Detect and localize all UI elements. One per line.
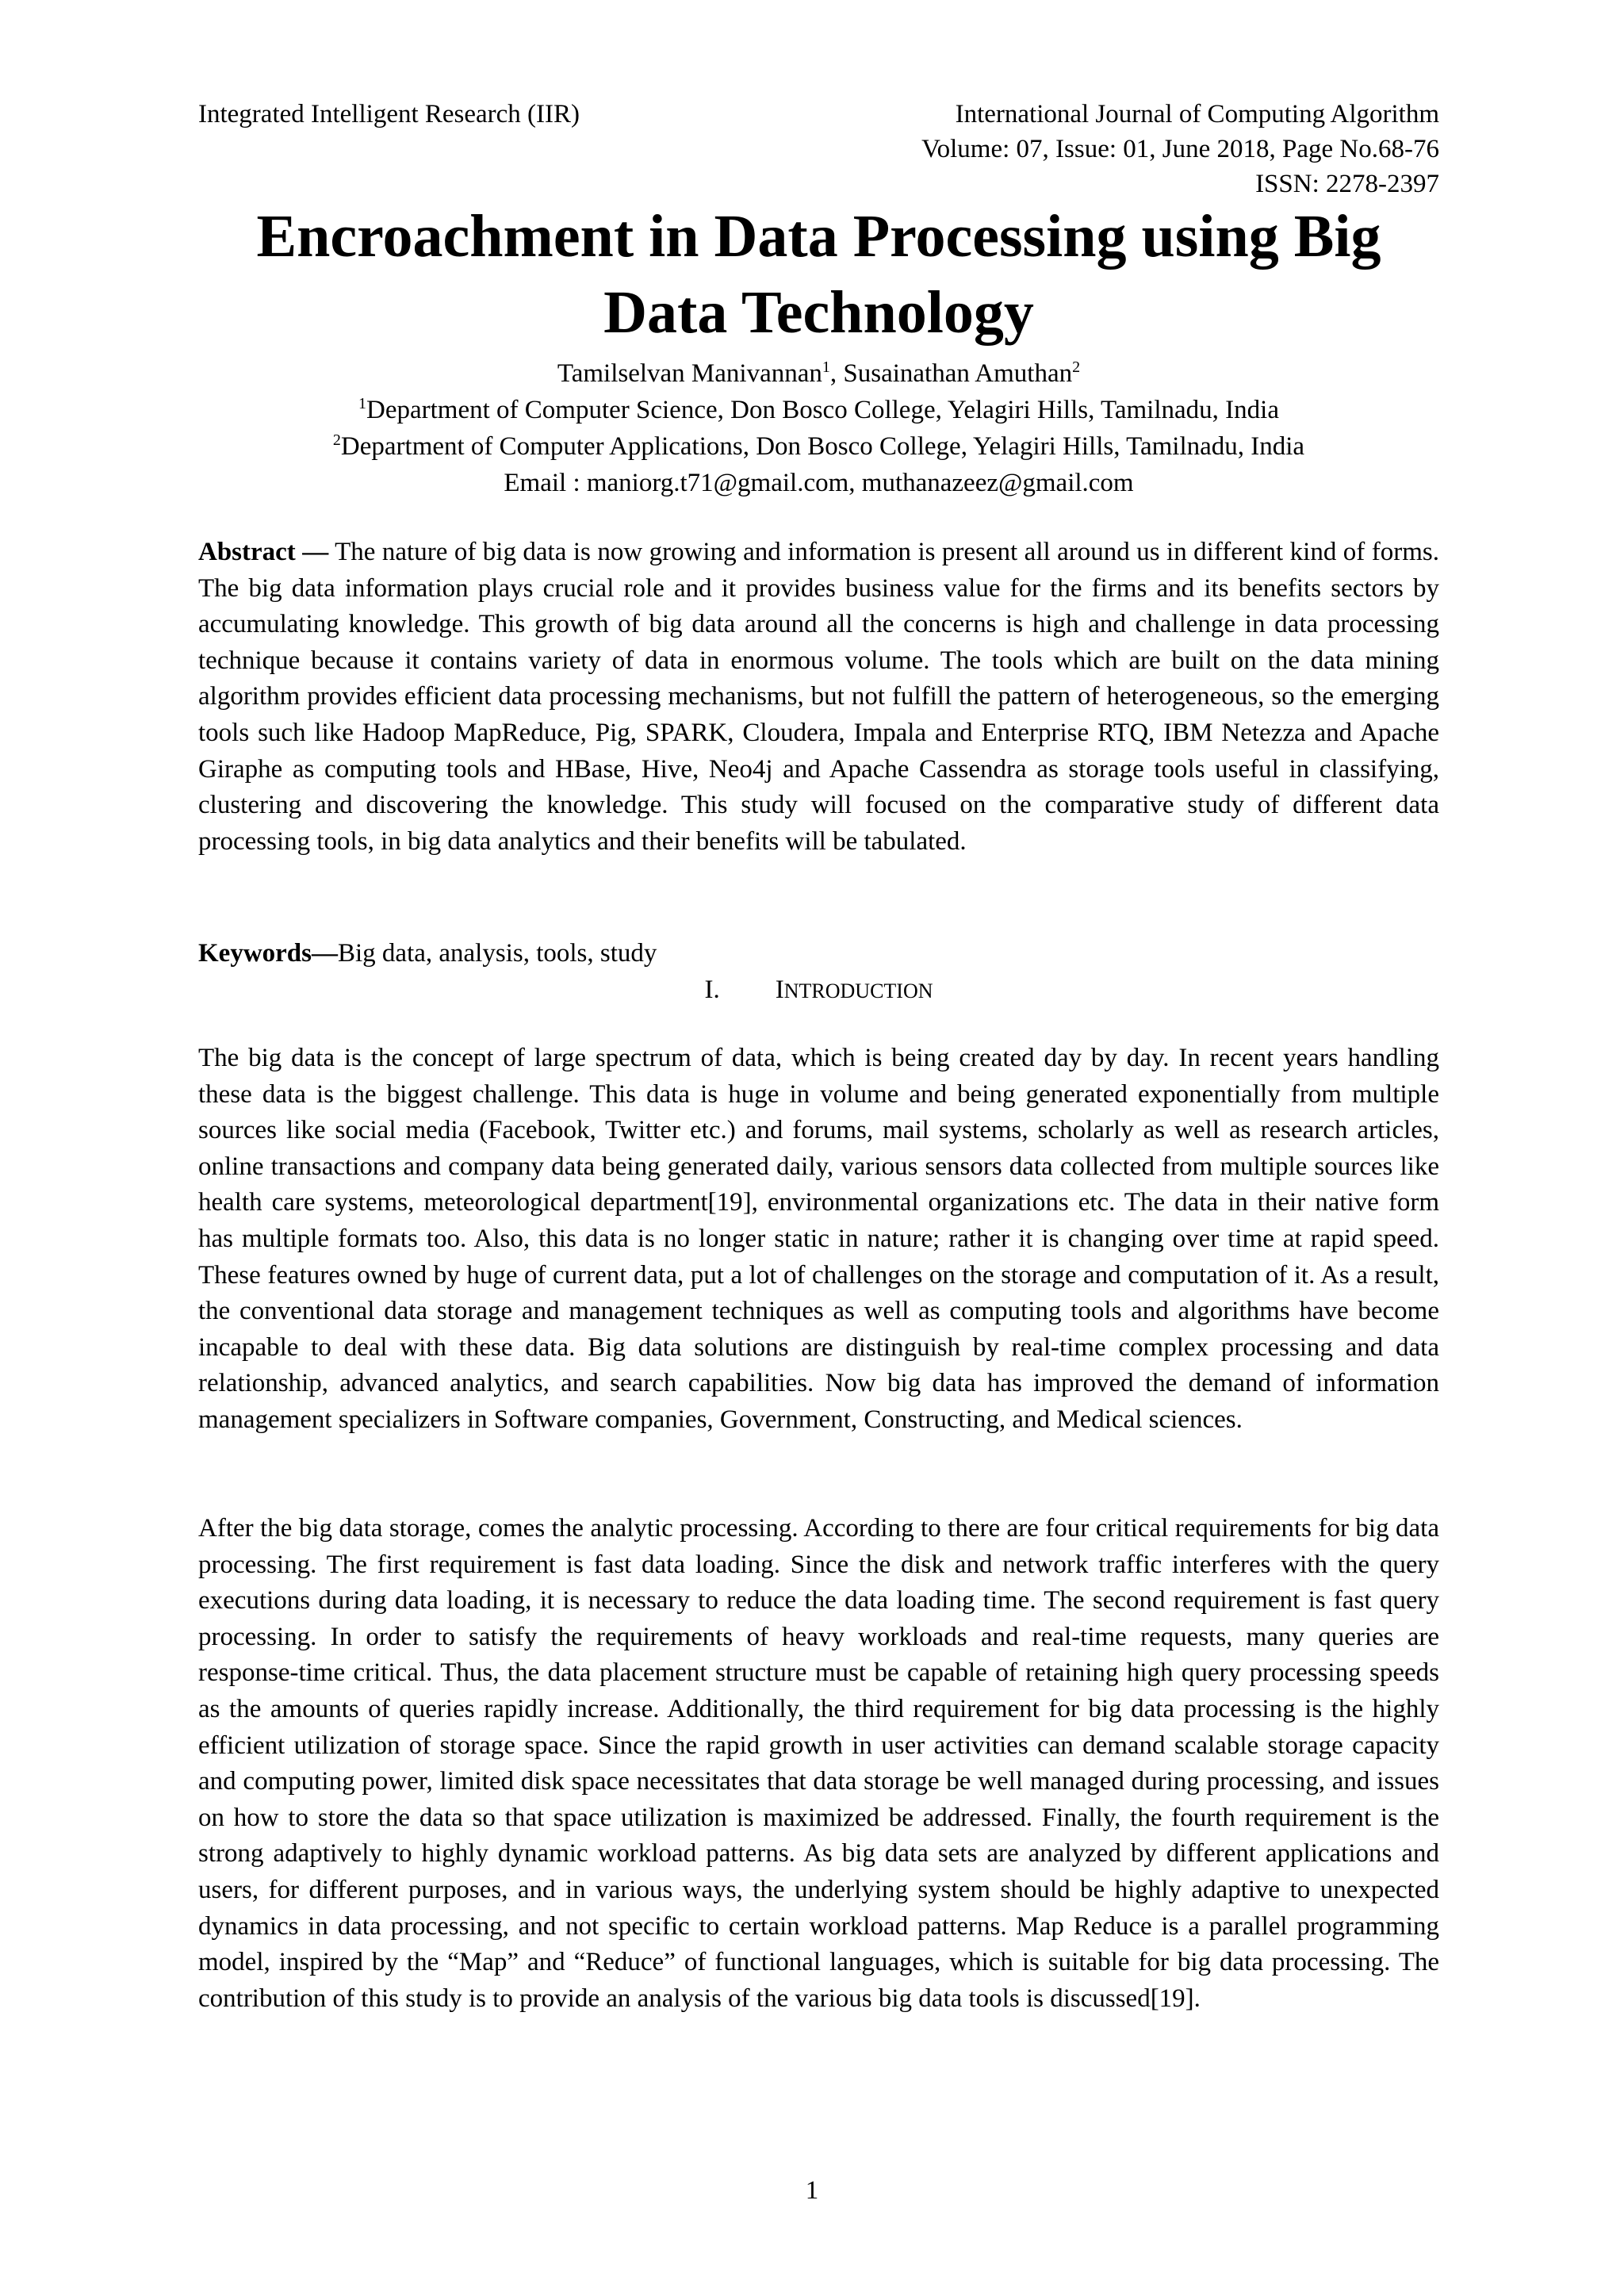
header-right-journal-info <box>921 97 1439 201</box>
author-emails: Email : maniorg.t71@gmail.com, muthanazeez@gmail.com <box>504 469 1134 497</box>
keywords <box>198 936 1439 972</box>
section-heading-introduction <box>198 972 1439 1010</box>
journal-issn: ISSN: 2278-2397 <box>1255 170 1439 198</box>
affiliation-2-text: Department of Computer Applications, Don Bosco College, Yelagiri Hills, Tamilnadu, India <box>340 432 1305 461</box>
author-separator: , <box>829 359 844 388</box>
intro-paragraph-2: After the big data storage, comes the analytic processing. According to there are four critical requirements for big data processing. The first requirement is fast data loading. Since the disk and network traffic interferes with the query executions during data loading, it is necessary to reduce the data loading time. The second requirement is fast query processing. In order to satisfy the requirements of heavy workloads and real-time requests, many queries are response-time critical. Thus, the data placement structure must be capable of retaining high query processing speeds as the amounts of queries rapidly increase. Additionally, the third requirement for big data processing is the highly efficient utilization of storage space. Since the rapid growth in user activities can demand scalable storage capacity and computing power, limited disk space necessitates that data storage be well managed during processing, and issues on how to store the data so that space utilization is maximized be addressed. Finally, the fourth requirement is the strong adaptively to highly dynamic workload patterns. As big data sets are analyzed by different applications and users, for different purposes, and in various ways, the underlying system should be highly adaptive to unexpected dynamics in data processing, and not specific to certain workload patterns. Map Reduce is a parallel programming model, inspired by the “Map” and “Reduce” of functional languages, which is suitable for big data processing. The contribution of this study is to provide an analysis of the various big data tools is discussed[19]. <box>198 1514 1439 2013</box>
title-line-1: Encroachment in Data Processing using Big <box>256 203 1381 270</box>
journal-volume: Volume: 07, Issue: 01, June 2018, Page No.68-76 <box>921 135 1439 163</box>
abstract-text: The nature of big data is now growing and information is present all around us in different kind of forms. The big data information plays crucial role and it provides business value for the firms and its benefits sectors by accumulating knowledge. This growth of big data around all the concerns is high and challenge in data processing technique because it contains variety of data in enormous volume. The tools which are built on the data mining algorithm provides efficient data processing mechanisms, but not fulfill the pattern of heterogeneous, so the emerging tools such like Hadoop MapReduce, Pig, SPARK, Cloudera, Impala and Enterprise RTQ, IBM Netezza and Apache Giraphe as computing tools and HBase, Hive, Neo4j and Apache Cassendra as storage tools useful in classifying, clustering and discovering the knowledge. This study will focused on the comparative study of different data processing tools, in big data analytics and their benefits will be tabulated. <box>198 538 1439 856</box>
author-2: Susainathan Amuthan <box>843 359 1073 388</box>
section-number: I. <box>704 976 720 1004</box>
page-number: 1 <box>805 2176 819 2205</box>
author-names <box>198 355 1439 392</box>
keywords-text: Big data, analysis, tools, study <box>338 939 657 968</box>
paper-title <box>198 198 1439 351</box>
author-block <box>198 355 1439 501</box>
header-left-publisher: Integrated Intelligent Research (IIR) <box>198 100 580 128</box>
keywords-label: Keywords— <box>198 939 338 968</box>
affiliation-2-mark: 2 <box>332 431 341 449</box>
intro-paragraph-1: The big data is the concept of large spectrum of data, which is being created day by day. In recent years handling these data is the biggest challenge. This data is huge in volume and being generated exponentially from multiple sources like social media (Facebook, Twitter etc.) and forums, mail systems, scholarly as well as research articles, online transactions and company data being generated daily, various sensors data collected from multiple sources like health care systems, meteorological department[19], environmental organizations etc. The data in their native form has multiple formats too. Also, this data is no longer static in nature; rather it is changing over time at rapid speed. These features owned by huge of current data, put a lot of challenges on the storage and computation of it. As a result, the conventional data storage and management techniques as well as computing tools and algorithms have become incapable to deal with these data. Big data solutions are distinguish by real-time complex processing and data relationship, advanced analytics, and search capabilities. Now big data has improved the demand of information management specializers in Software companies, Government, Constructing, and Medical sciences. <box>198 1044 1439 1434</box>
author-1-affil-mark: 1 <box>822 358 830 376</box>
section-title-rest: NTRODUCTION <box>783 979 933 1002</box>
title-line-2: Data Technology <box>603 279 1034 346</box>
section-title-initial: I <box>775 976 784 1004</box>
abstract-label: Abstract — <box>198 538 329 566</box>
affiliation-1-mark: 1 <box>358 395 367 412</box>
abstract <box>198 535 1439 860</box>
affiliation-1 <box>198 392 1439 428</box>
author-2-affil-mark: 2 <box>1072 358 1081 376</box>
journal-name: International Journal of Computing Algorithm <box>955 100 1439 128</box>
affiliation-2 <box>198 428 1439 465</box>
author-1: Tamilselvan Manivannan <box>557 359 822 388</box>
affiliation-1-text: Department of Computer Science, Don Bosco College, Yelagiri Hills, Tamilnadu, India <box>366 396 1279 424</box>
